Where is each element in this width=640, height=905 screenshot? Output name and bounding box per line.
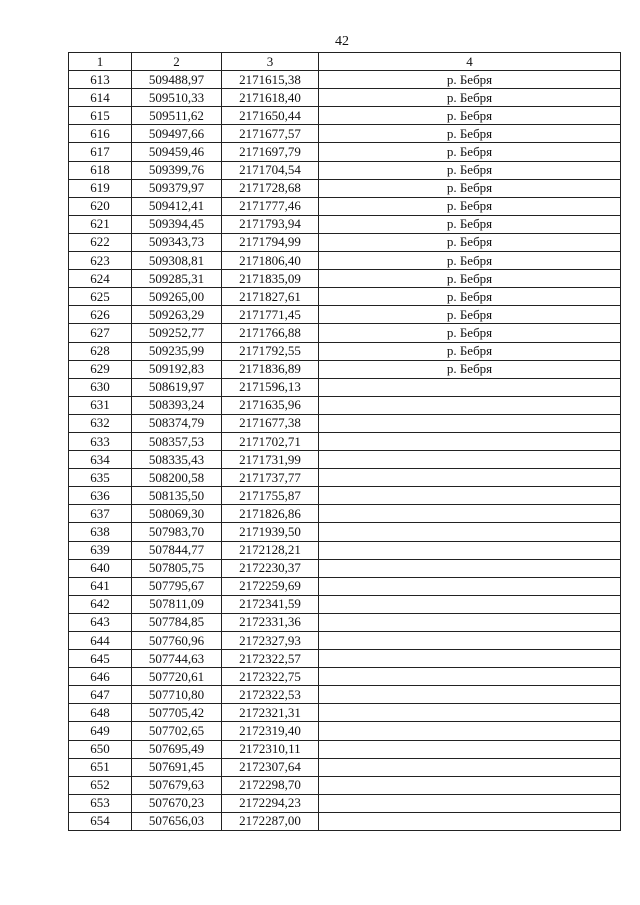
y-coordinate-cell: 2171635,96 [222, 396, 319, 414]
x-coordinate-cell: 507844,77 [132, 541, 222, 559]
point-number-cell: 643 [69, 613, 132, 631]
y-coordinate-cell: 2171835,09 [222, 270, 319, 288]
table-row [69, 306, 621, 324]
point-number-cell: 639 [69, 541, 132, 559]
y-coordinate-cell: 2171806,40 [222, 252, 319, 270]
point-number-cell: 651 [69, 758, 132, 776]
y-coordinate-cell: 2172319,40 [222, 722, 319, 740]
x-coordinate-cell: 508357,53 [132, 432, 222, 450]
point-number-cell: 631 [69, 396, 132, 414]
description-cell [319, 812, 621, 830]
x-coordinate-cell: 509511,62 [132, 107, 222, 125]
description-cell: р. Бебря [319, 306, 621, 324]
description-cell: р. Бебря [319, 233, 621, 251]
point-number-cell: 629 [69, 360, 132, 378]
table-row [69, 107, 621, 125]
description-cell [319, 487, 621, 505]
y-coordinate-cell: 2171794,99 [222, 233, 319, 251]
y-coordinate-cell: 2171771,45 [222, 306, 319, 324]
table-row [69, 342, 621, 360]
y-coordinate-cell: 2171766,88 [222, 324, 319, 342]
y-coordinate-cell: 2172287,00 [222, 812, 319, 830]
y-coordinate-cell: 2172322,57 [222, 650, 319, 668]
x-coordinate-cell: 507744,63 [132, 650, 222, 668]
point-number-cell: 653 [69, 794, 132, 812]
table-row [69, 469, 621, 487]
point-number-cell: 634 [69, 451, 132, 469]
x-coordinate-cell: 509192,83 [132, 360, 222, 378]
x-coordinate-cell: 509343,73 [132, 233, 222, 251]
point-number-cell: 644 [69, 632, 132, 650]
y-coordinate-cell: 2171650,44 [222, 107, 319, 125]
point-number-cell: 621 [69, 215, 132, 233]
y-coordinate-cell: 2171826,86 [222, 505, 319, 523]
x-coordinate-cell: 509285,31 [132, 270, 222, 288]
x-coordinate-cell: 508135,50 [132, 487, 222, 505]
page-number: 42 [335, 34, 349, 49]
description-cell: р. Бебря [319, 197, 621, 215]
table-row [69, 270, 621, 288]
table-row [69, 487, 621, 505]
x-coordinate-cell: 508200,58 [132, 469, 222, 487]
description-cell: р. Бебря [319, 288, 621, 306]
coordinates-table [68, 52, 621, 831]
point-number-cell: 624 [69, 270, 132, 288]
y-coordinate-cell: 2171697,79 [222, 143, 319, 161]
x-coordinate-cell: 507784,85 [132, 613, 222, 631]
y-coordinate-cell: 2172310,11 [222, 740, 319, 758]
table-row [69, 233, 621, 251]
y-coordinate-cell: 2172294,23 [222, 794, 319, 812]
description-cell: р. Бебря [319, 215, 621, 233]
table-row [69, 541, 621, 559]
table-row [69, 650, 621, 668]
table-row [69, 613, 621, 631]
point-number-cell: 628 [69, 342, 132, 360]
x-coordinate-cell: 509394,45 [132, 215, 222, 233]
x-coordinate-cell: 507760,96 [132, 632, 222, 650]
point-number-cell: 650 [69, 740, 132, 758]
x-coordinate-cell: 509488,97 [132, 71, 222, 89]
description-cell [319, 613, 621, 631]
column-header-1: 1 [69, 53, 132, 71]
point-number-cell: 617 [69, 143, 132, 161]
table-body [69, 71, 621, 831]
point-number-cell: 641 [69, 577, 132, 595]
description-cell: р. Бебря [319, 125, 621, 143]
x-coordinate-cell: 507702,65 [132, 722, 222, 740]
point-number-cell: 648 [69, 704, 132, 722]
x-coordinate-cell: 507656,03 [132, 812, 222, 830]
table-row [69, 668, 621, 686]
column-header-2: 2 [132, 53, 222, 71]
x-coordinate-cell: 509265,00 [132, 288, 222, 306]
table-row [69, 595, 621, 613]
x-coordinate-cell: 507705,42 [132, 704, 222, 722]
point-number-cell: 633 [69, 432, 132, 450]
description-cell: р. Бебря [319, 179, 621, 197]
description-cell [319, 668, 621, 686]
y-coordinate-cell: 2171615,38 [222, 71, 319, 89]
table-row [69, 523, 621, 541]
x-coordinate-cell: 507795,67 [132, 577, 222, 595]
point-number-cell: 636 [69, 487, 132, 505]
point-number-cell: 615 [69, 107, 132, 125]
table-row [69, 378, 621, 396]
y-coordinate-cell: 2171677,57 [222, 125, 319, 143]
table-row [69, 179, 621, 197]
table-row [69, 71, 621, 89]
table-row [69, 632, 621, 650]
y-coordinate-cell: 2172322,75 [222, 668, 319, 686]
x-coordinate-cell: 509510,33 [132, 89, 222, 107]
y-coordinate-cell: 2172341,59 [222, 595, 319, 613]
table-row [69, 686, 621, 704]
point-number-cell: 625 [69, 288, 132, 306]
x-coordinate-cell: 509263,29 [132, 306, 222, 324]
description-cell [319, 523, 621, 541]
column-header-4: 4 [319, 53, 621, 71]
x-coordinate-cell: 508619,97 [132, 378, 222, 396]
point-number-cell: 640 [69, 559, 132, 577]
description-cell [319, 794, 621, 812]
y-coordinate-cell: 2171618,40 [222, 89, 319, 107]
description-cell [319, 505, 621, 523]
point-number-cell: 627 [69, 324, 132, 342]
x-coordinate-cell: 508393,24 [132, 396, 222, 414]
description-cell: р. Бебря [319, 252, 621, 270]
description-cell [319, 378, 621, 396]
description-cell [319, 432, 621, 450]
y-coordinate-cell: 2171792,55 [222, 342, 319, 360]
table-row [69, 197, 621, 215]
table-row [69, 812, 621, 830]
point-number-cell: 614 [69, 89, 132, 107]
x-coordinate-cell: 508374,79 [132, 414, 222, 432]
table-row [69, 704, 621, 722]
x-coordinate-cell: 507670,23 [132, 794, 222, 812]
table-row [69, 360, 621, 378]
y-coordinate-cell: 2172321,31 [222, 704, 319, 722]
x-coordinate-cell: 507811,09 [132, 595, 222, 613]
point-number-cell: 647 [69, 686, 132, 704]
table-row [69, 125, 621, 143]
table-row [69, 432, 621, 450]
description-cell [319, 632, 621, 650]
description-cell: р. Бебря [319, 161, 621, 179]
x-coordinate-cell: 509399,76 [132, 161, 222, 179]
x-coordinate-cell: 507983,70 [132, 523, 222, 541]
x-coordinate-cell: 507695,49 [132, 740, 222, 758]
table-row [69, 161, 621, 179]
point-number-cell: 622 [69, 233, 132, 251]
description-cell [319, 704, 621, 722]
description-cell [319, 469, 621, 487]
y-coordinate-cell: 2172327,93 [222, 632, 319, 650]
x-coordinate-cell: 508335,43 [132, 451, 222, 469]
description-cell [319, 451, 621, 469]
x-coordinate-cell: 509379,97 [132, 179, 222, 197]
y-coordinate-cell: 2171704,54 [222, 161, 319, 179]
table-row [69, 143, 621, 161]
point-number-cell: 619 [69, 179, 132, 197]
description-cell: р. Бебря [319, 270, 621, 288]
x-coordinate-cell: 507691,45 [132, 758, 222, 776]
point-number-cell: 637 [69, 505, 132, 523]
y-coordinate-cell: 2172322,53 [222, 686, 319, 704]
y-coordinate-cell: 2171836,89 [222, 360, 319, 378]
x-coordinate-cell: 507720,61 [132, 668, 222, 686]
description-cell [319, 559, 621, 577]
point-number-cell: 618 [69, 161, 132, 179]
table-row [69, 559, 621, 577]
description-cell [319, 722, 621, 740]
description-cell: р. Бебря [319, 89, 621, 107]
x-coordinate-cell: 509308,81 [132, 252, 222, 270]
x-coordinate-cell: 507805,75 [132, 559, 222, 577]
description-cell: р. Бебря [319, 143, 621, 161]
x-coordinate-cell: 509252,77 [132, 324, 222, 342]
description-cell [319, 577, 621, 595]
table-row [69, 252, 621, 270]
point-number-cell: 626 [69, 306, 132, 324]
y-coordinate-cell: 2171737,77 [222, 469, 319, 487]
table-row [69, 794, 621, 812]
column-header-3: 3 [222, 53, 319, 71]
table-row [69, 722, 621, 740]
y-coordinate-cell: 2171702,71 [222, 432, 319, 450]
point-number-cell: 638 [69, 523, 132, 541]
description-cell [319, 776, 621, 794]
point-number-cell: 632 [69, 414, 132, 432]
y-coordinate-cell: 2172259,69 [222, 577, 319, 595]
description-cell: р. Бебря [319, 107, 621, 125]
point-number-cell: 620 [69, 197, 132, 215]
point-number-cell: 654 [69, 812, 132, 830]
x-coordinate-cell: 509235,99 [132, 342, 222, 360]
x-coordinate-cell: 509497,66 [132, 125, 222, 143]
x-coordinate-cell: 508069,30 [132, 505, 222, 523]
table-row [69, 288, 621, 306]
x-coordinate-cell: 509412,41 [132, 197, 222, 215]
x-coordinate-cell: 509459,46 [132, 143, 222, 161]
description-cell [319, 396, 621, 414]
point-number-cell: 623 [69, 252, 132, 270]
point-number-cell: 642 [69, 595, 132, 613]
description-cell: р. Бебря [319, 71, 621, 89]
table-row [69, 505, 621, 523]
table-row [69, 324, 621, 342]
y-coordinate-cell: 2171728,68 [222, 179, 319, 197]
table-row [69, 451, 621, 469]
table-row [69, 414, 621, 432]
description-cell: р. Бебря [319, 360, 621, 378]
description-cell [319, 758, 621, 776]
description-cell: р. Бебря [319, 342, 621, 360]
y-coordinate-cell: 2172307,64 [222, 758, 319, 776]
description-cell [319, 595, 621, 613]
point-number-cell: 646 [69, 668, 132, 686]
y-coordinate-cell: 2171596,13 [222, 378, 319, 396]
y-coordinate-cell: 2172298,70 [222, 776, 319, 794]
description-cell [319, 686, 621, 704]
point-number-cell: 635 [69, 469, 132, 487]
y-coordinate-cell: 2171755,87 [222, 487, 319, 505]
point-number-cell: 645 [69, 650, 132, 668]
description-cell [319, 541, 621, 559]
y-coordinate-cell: 2171827,61 [222, 288, 319, 306]
table-row [69, 577, 621, 595]
point-number-cell: 613 [69, 71, 132, 89]
point-number-cell: 616 [69, 125, 132, 143]
y-coordinate-cell: 2171731,99 [222, 451, 319, 469]
table-row [69, 89, 621, 107]
y-coordinate-cell: 2172331,36 [222, 613, 319, 631]
description-cell [319, 414, 621, 432]
y-coordinate-cell: 2171793,94 [222, 215, 319, 233]
description-cell: р. Бебря [319, 324, 621, 342]
point-number-cell: 649 [69, 722, 132, 740]
table-row [69, 396, 621, 414]
y-coordinate-cell: 2172230,37 [222, 559, 319, 577]
table-header-row [69, 53, 621, 71]
table-row [69, 215, 621, 233]
y-coordinate-cell: 2172128,21 [222, 541, 319, 559]
table-row [69, 758, 621, 776]
description-cell [319, 740, 621, 758]
y-coordinate-cell: 2171777,46 [222, 197, 319, 215]
table-row [69, 776, 621, 794]
y-coordinate-cell: 2171939,50 [222, 523, 319, 541]
point-number-cell: 652 [69, 776, 132, 794]
point-number-cell: 630 [69, 378, 132, 396]
description-cell [319, 650, 621, 668]
x-coordinate-cell: 507679,63 [132, 776, 222, 794]
y-coordinate-cell: 2171677,38 [222, 414, 319, 432]
x-coordinate-cell: 507710,80 [132, 686, 222, 704]
table-row [69, 740, 621, 758]
